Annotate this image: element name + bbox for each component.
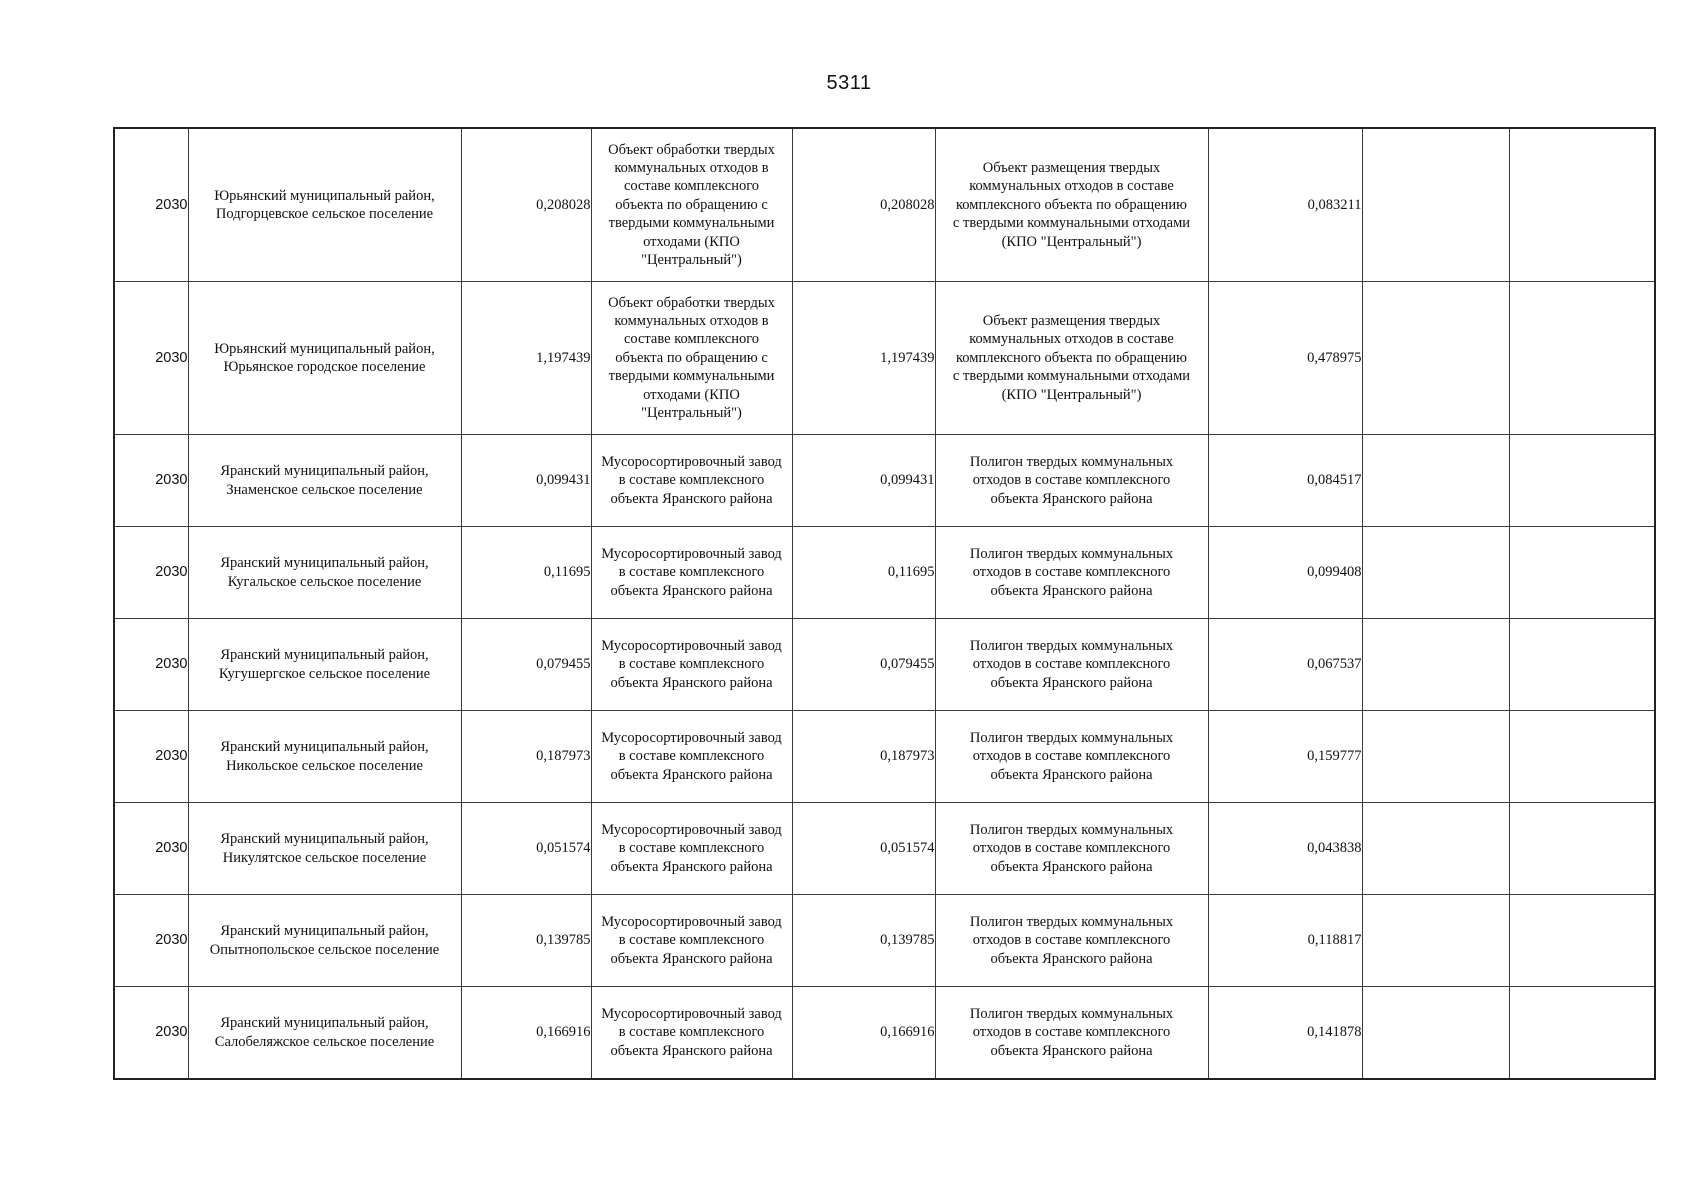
- generated-volume-cell: 0,099431: [461, 435, 591, 527]
- municipality-text: Яранский муниципальный район, Салобеляжское сельское поселение: [214, 1015, 435, 1050]
- empty-cell: [1509, 527, 1655, 619]
- disposed-volume-cell: 0,084517: [1208, 435, 1362, 527]
- processing-object-cell: [591, 711, 792, 803]
- empty-cell: [1362, 282, 1509, 435]
- municipality-cell: [188, 435, 461, 527]
- processing-object-cell: [591, 527, 792, 619]
- year-cell: 2030: [114, 987, 188, 1080]
- processing-object-text: Мусоросортировочный завод в составе комплексного объекта Яранского района: [601, 637, 782, 691]
- empty-cell: [1362, 987, 1509, 1080]
- year-cell: 2030: [114, 282, 188, 435]
- table-row: [114, 803, 1655, 895]
- year-cell: 2030: [114, 435, 188, 527]
- table-row: [114, 128, 1655, 282]
- disposal-object-text: Объект размещения твердых коммунальных отходов в составе комплексного объекта по обращению с твердыми коммунальными отходами (КПО "Центральный"): [952, 312, 1191, 403]
- municipality-cell: [188, 987, 461, 1080]
- disposal-object-cell: [935, 895, 1208, 987]
- processed-volume-cell: 0,099431: [792, 435, 935, 527]
- municipality-cell: [188, 527, 461, 619]
- disposal-object-cell: [935, 527, 1208, 619]
- disposal-object-text: Объект размещения твердых коммунальных отходов в составе комплексного объекта по обращению с твердыми коммунальными отходами (КПО "Центральный"): [952, 159, 1191, 250]
- disposal-object-cell: [935, 803, 1208, 895]
- generated-volume-cell: 0,208028: [461, 128, 591, 282]
- table-row: [114, 619, 1655, 711]
- processing-object-cell: [591, 128, 792, 282]
- year-cell: 2030: [114, 527, 188, 619]
- processed-volume-cell: 1,197439: [792, 282, 935, 435]
- disposal-object-cell: [935, 987, 1208, 1080]
- processing-object-text: Объект обработки твердых коммунальных отходов в составе комплексного объекта по обращению с твердыми коммунальными отходами (КПО "Центральный"): [608, 141, 775, 269]
- municipality-text: Яранский муниципальный район, Кугальское сельское поселение: [220, 555, 429, 590]
- generated-volume-cell: 0,11695: [461, 527, 591, 619]
- empty-cell: [1509, 435, 1655, 527]
- empty-cell: [1362, 619, 1509, 711]
- disposal-object-cell: [935, 711, 1208, 803]
- disposal-object-text: Полигон твердых коммунальных отходов в составе комплексного объекта Яранского района: [969, 637, 1174, 691]
- table-row: [114, 987, 1655, 1080]
- year-cell: 2030: [114, 895, 188, 987]
- disposed-volume-cell: 0,099408: [1208, 527, 1362, 619]
- disposal-object-text: Полигон твердых коммунальных отходов в составе комплексного объекта Яранского района: [969, 1005, 1174, 1059]
- disposed-volume-cell: 0,159777: [1208, 711, 1362, 803]
- empty-cell: [1509, 711, 1655, 803]
- empty-cell: [1362, 803, 1509, 895]
- table-row: [114, 527, 1655, 619]
- generated-volume-cell: 1,197439: [461, 282, 591, 435]
- empty-cell: [1509, 282, 1655, 435]
- processed-volume-cell: 0,079455: [792, 619, 935, 711]
- table-row: [114, 895, 1655, 987]
- disposal-object-text: Полигон твердых коммунальных отходов в составе комплексного объекта Яранского района: [969, 913, 1174, 967]
- waste-flow-table: [113, 127, 1656, 1080]
- disposed-volume-cell: 0,067537: [1208, 619, 1362, 711]
- processed-volume-cell: 0,051574: [792, 803, 935, 895]
- processed-volume-cell: 0,139785: [792, 895, 935, 987]
- disposed-volume-cell: 0,141878: [1208, 987, 1362, 1080]
- empty-cell: [1509, 895, 1655, 987]
- generated-volume-cell: 0,139785: [461, 895, 591, 987]
- processing-object-text: Мусоросортировочный завод в составе комплексного объекта Яранского района: [601, 1005, 782, 1059]
- processing-object-cell: [591, 803, 792, 895]
- processing-object-text: Объект обработки твердых коммунальных отходов в составе комплексного объекта по обращению с твердыми коммунальными отходами (КПО "Центральный"): [608, 294, 775, 422]
- year-cell: 2030: [114, 128, 188, 282]
- year-cell: 2030: [114, 619, 188, 711]
- processed-volume-cell: 0,11695: [792, 527, 935, 619]
- processing-object-cell: [591, 987, 792, 1080]
- disposed-volume-cell: 0,043838: [1208, 803, 1362, 895]
- municipality-cell: [188, 128, 461, 282]
- processing-object-text: Мусоросортировочный завод в составе комплексного объекта Яранского района: [601, 913, 782, 967]
- municipality-text: Юрьянский муниципальный район, Подгорцевское сельское поселение: [214, 187, 435, 222]
- empty-cell: [1509, 619, 1655, 711]
- empty-cell: [1509, 987, 1655, 1080]
- municipality-text: Юрьянский муниципальный район, Юрьянское городское поселение: [214, 340, 435, 375]
- municipality-cell: [188, 803, 461, 895]
- municipality-text: Яранский муниципальный район, Знаменское сельское поселение: [220, 463, 429, 498]
- disposed-volume-cell: 0,118817: [1208, 895, 1362, 987]
- processing-object-cell: [591, 895, 792, 987]
- disposal-object-cell: [935, 128, 1208, 282]
- disposal-object-text: Полигон твердых коммунальных отходов в составе комплексного объекта Яранского района: [969, 453, 1174, 507]
- municipality-text: Яранский муниципальный район, Никольское сельское поселение: [220, 739, 429, 774]
- generated-volume-cell: 0,051574: [461, 803, 591, 895]
- table-row: [114, 435, 1655, 527]
- disposal-object-cell: [935, 619, 1208, 711]
- disposal-object-text: Полигон твердых коммунальных отходов в составе комплексного объекта Яранского района: [969, 821, 1174, 875]
- municipality-cell: [188, 619, 461, 711]
- year-cell: 2030: [114, 803, 188, 895]
- generated-volume-cell: 0,187973: [461, 711, 591, 803]
- processed-volume-cell: 0,166916: [792, 987, 935, 1080]
- municipality-text: Яранский муниципальный район, Опытнопольское сельское поселение: [209, 923, 440, 958]
- processing-object-text: Мусоросортировочный завод в составе комплексного объекта Яранского района: [601, 821, 782, 875]
- processing-object-text: Мусоросортировочный завод в составе комплексного объекта Яранского района: [601, 729, 782, 783]
- municipality-text: Яранский муниципальный район, Кугушергское сельское поселение: [218, 647, 431, 682]
- empty-cell: [1362, 128, 1509, 282]
- processing-object-cell: [591, 282, 792, 435]
- table-row: [114, 711, 1655, 803]
- municipality-cell: [188, 895, 461, 987]
- page-number: 5311: [826, 72, 872, 94]
- empty-cell: [1509, 128, 1655, 282]
- generated-volume-cell: 0,079455: [461, 619, 591, 711]
- generated-volume-cell: 0,166916: [461, 987, 591, 1080]
- disposal-object-cell: [935, 435, 1208, 527]
- empty-cell: [1362, 895, 1509, 987]
- processing-object-cell: [591, 619, 792, 711]
- table-row: [114, 282, 1655, 435]
- processed-volume-cell: 0,187973: [792, 711, 935, 803]
- empty-cell: [1362, 711, 1509, 803]
- empty-cell: [1362, 435, 1509, 527]
- empty-cell: [1362, 527, 1509, 619]
- disposal-object-text: Полигон твердых коммунальных отходов в составе комплексного объекта Яранского района: [969, 729, 1174, 783]
- disposed-volume-cell: 0,083211: [1208, 128, 1362, 282]
- disposal-object-text: Полигон твердых коммунальных отходов в составе комплексного объекта Яранского района: [969, 545, 1174, 599]
- processing-object-text: Мусоросортировочный завод в составе комплексного объекта Яранского района: [601, 453, 782, 507]
- processing-object-cell: [591, 435, 792, 527]
- disposed-volume-cell: 0,478975: [1208, 282, 1362, 435]
- processed-volume-cell: 0,208028: [792, 128, 935, 282]
- year-cell: 2030: [114, 711, 188, 803]
- municipality-cell: [188, 282, 461, 435]
- municipality-text: Яранский муниципальный район, Никулятское сельское поселение: [220, 831, 429, 866]
- municipality-cell: [188, 711, 461, 803]
- processing-object-text: Мусоросортировочный завод в составе комплексного объекта Яранского района: [601, 545, 782, 599]
- empty-cell: [1509, 803, 1655, 895]
- disposal-object-cell: [935, 282, 1208, 435]
